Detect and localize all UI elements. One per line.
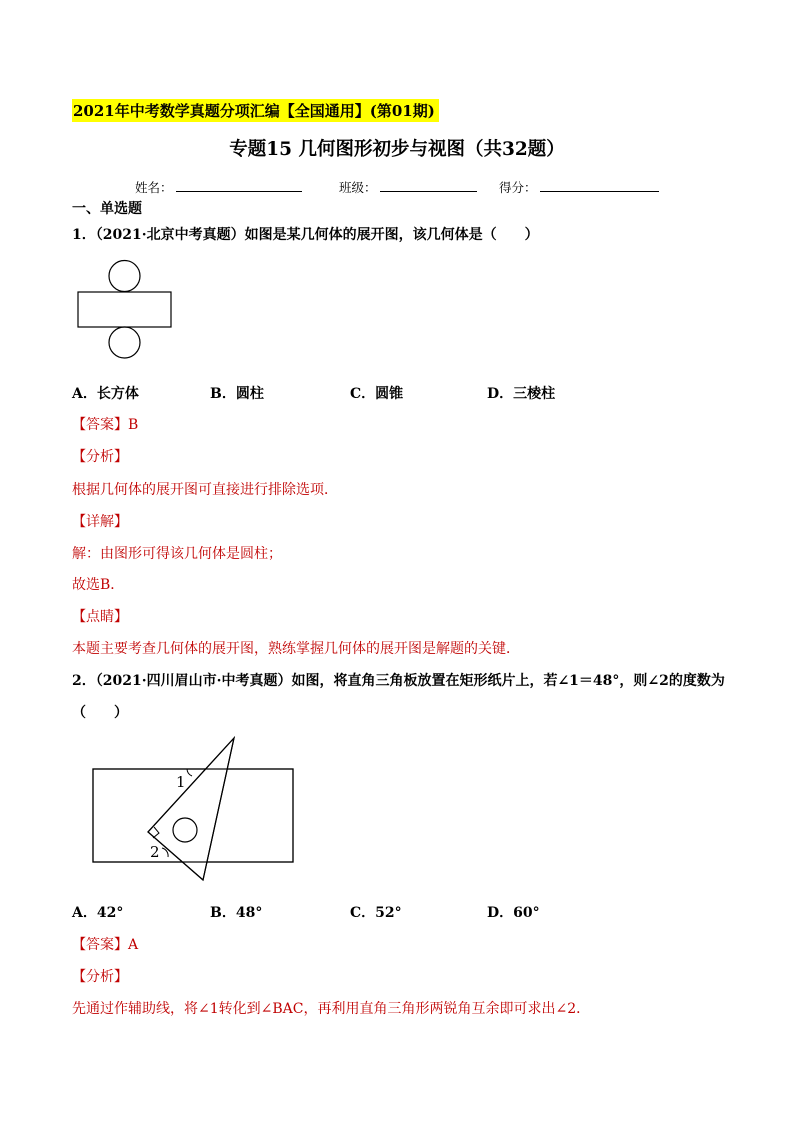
q1-answer-value: B [128, 417, 139, 433]
q2-stem-line-1: 2．（2021·四川眉山市·中考真题）如图，将直角三角板放置在矩形纸片上，若∠1＝48°，则∠2的度数为 [72, 673, 725, 689]
q2-option-d[interactable]: D．60° [487, 905, 540, 921]
q2-option-b[interactable]: B．48° [210, 905, 263, 921]
q1-option-d[interactable]: D．三棱柱 [487, 386, 556, 402]
page-title: 专题15 几何图形初步与视图（共32题） [229, 139, 565, 160]
q2-angle2-label: 2 [150, 843, 160, 861]
q1-detail-label: 【详解】 [72, 514, 128, 530]
q2-triangle [148, 738, 234, 880]
q2-analysis-label: 【分析】 [72, 969, 128, 985]
score-field-label: 得分： [499, 180, 537, 195]
section-title: 一、单选题 [72, 201, 142, 217]
collection-banner: 2021年中考数学真题分项汇编【全国通用】(第01期) [72, 99, 439, 122]
q2-angle1-label: 1 [176, 773, 186, 791]
q1-comment-text: 本题主要考查几何体的展开图，熟练掌握几何体的展开图是解题的关键． [72, 641, 520, 657]
q1-comment-label: 【点睛】 [72, 609, 128, 625]
class-field-label: 班级： [339, 180, 377, 195]
q1-stem: 1．（2021·北京中考真题）如图是某几何体的展开图，该几何体是（ ） [72, 227, 539, 243]
q1-detail-line-2: 故选B． [72, 577, 125, 593]
q2-answer-label: 【答案】 [72, 937, 128, 953]
q1-option-c[interactable]: C．圆锥 [350, 386, 404, 402]
q2-option-c[interactable]: C．52° [350, 905, 402, 921]
q1-answer-label: 【答案】 [72, 417, 128, 433]
q2-answer [72, 934, 138, 954]
q2-stem-line-2: （ ） [72, 705, 128, 721]
name-field-label: 姓名： [135, 180, 173, 195]
q2-answer-value: A [128, 937, 139, 953]
q2-option-a[interactable]: A．42° [72, 905, 124, 921]
q2-analysis-text: 先通过作辅助线，将∠1转化到∠BAC，再利用直角三角形两锐角互余即可求出∠2． [72, 1001, 591, 1017]
q2-angle1-arc [187, 769, 192, 776]
q1-analysis-text: 根据几何体的展开图可直接进行排除选项． [72, 482, 338, 498]
q1-analysis-label: 【分析】 [72, 449, 128, 465]
q1-option-b[interactable]: B．圆柱 [210, 386, 264, 402]
q1-detail-line-1: 解：由图形可得该几何体是圆柱； [72, 546, 282, 562]
q1-option-a[interactable]: A．长方体 [72, 386, 139, 402]
